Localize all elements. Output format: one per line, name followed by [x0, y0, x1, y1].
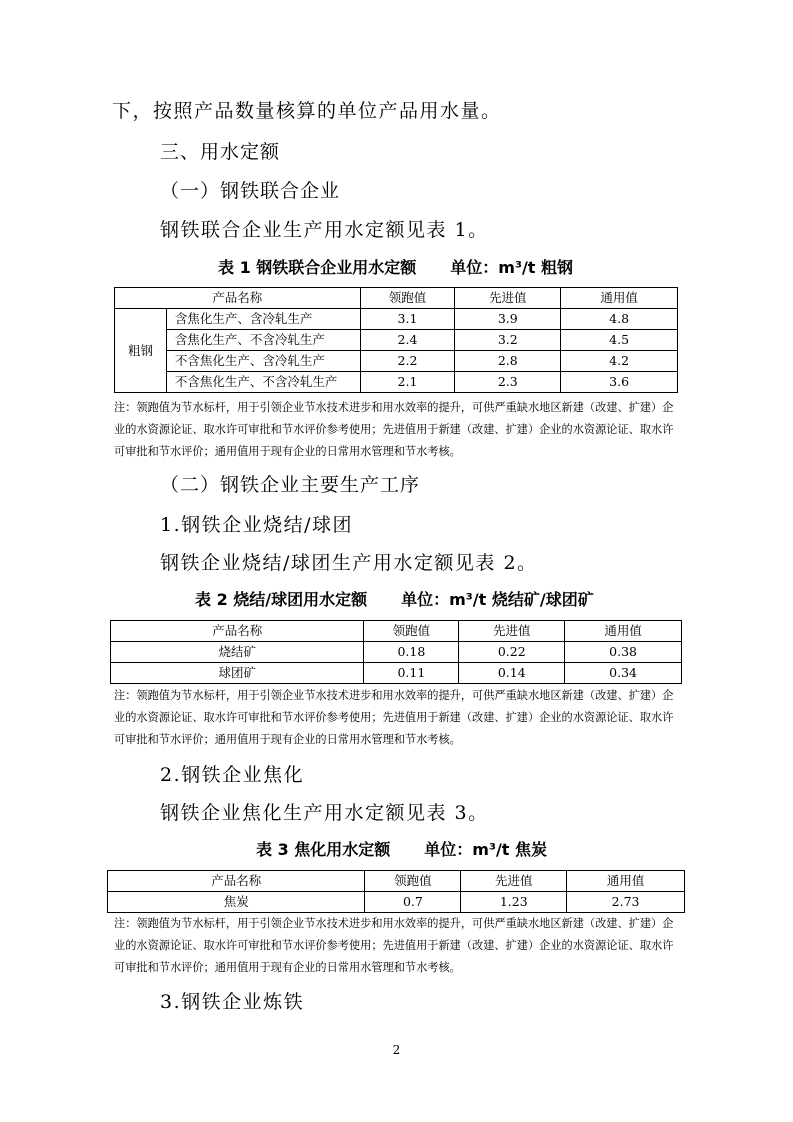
row-name: 球团矿 [111, 663, 364, 684]
row-lead-value: 2.4 [360, 330, 455, 351]
table-1 [114, 287, 678, 393]
row-lead-value: 0.7 [365, 892, 461, 913]
table-2-caption-unit: 单位：m³/t 烧结矿/球团矿 [401, 590, 594, 609]
row-lead-value: 3.1 [360, 309, 455, 330]
item-2-title: 2.钢铁企业焦化 [160, 764, 305, 786]
row-general-value: 0.34 [565, 663, 682, 684]
intro-line: 下，按照产品数量核算的单位产品用水量。 [112, 100, 502, 122]
table-1-caption [218, 255, 573, 278]
row-advanced-value: 3.2 [455, 330, 561, 351]
table-row [115, 309, 678, 330]
table-2-note: 注：领跑值为节水标杆，用于引领企业节水技术进步和用水效率的提升，可供严重缺水地区新建（改建、扩建）企业的水资源论证、取水许可审批和节水评价参考使用；先进值用于新建（改建、扩建）企业的水资源论证、取水许可审批和节水评价；通用值用于现有企业的日常用水管理和节水考核。 [114, 689, 674, 746]
row-general-value: 2.73 [567, 892, 685, 913]
row-general-value: 3.6 [561, 372, 678, 393]
header-product-name: 产品名称 [115, 288, 361, 309]
table-row [111, 663, 682, 684]
row-advanced-value: 0.22 [459, 642, 565, 663]
table-1-caption-unit: 单位：m³/t 粗钢 [450, 258, 574, 277]
row-advanced-value: 2.8 [455, 351, 561, 372]
row-advanced-value: 3.9 [455, 309, 561, 330]
table-header-row [115, 288, 678, 309]
table-row [108, 892, 685, 913]
subsection-1-title: （一）钢铁联合企业 [160, 180, 341, 202]
table-row [115, 351, 678, 372]
row-name: 不含焦化生产、含冷轧生产 [166, 351, 360, 372]
table-2 [110, 620, 682, 684]
table-3-note: 注：领跑值为节水标杆，用于引领企业节水技术进步和用水效率的提升，可供严重缺水地区新建（改建、扩建）企业的水资源论证、取水许可审批和节水评价参考使用；先进值用于新建（改建、扩建）企业的水资源论证、取水许可审批和节水评价；通用值用于现有企业的日常用水管理和节水考核。 [114, 917, 674, 974]
table-3 [107, 870, 685, 913]
row-general-value: 4.5 [561, 330, 678, 351]
header-advanced-value: 先进值 [459, 621, 565, 642]
header-lead-value: 领跑值 [365, 871, 461, 892]
row-name: 含焦化生产、不含冷轧生产 [166, 330, 360, 351]
item-2-text: 钢铁企业焦化生产用水定额见表 3。 [160, 802, 489, 824]
group-label-crude-steel: 粗钢 [115, 309, 167, 393]
table-row [115, 372, 678, 393]
table-3-caption-unit: 单位：m³/t 焦炭 [424, 840, 548, 859]
row-advanced-value: 1.23 [461, 892, 567, 913]
table-row [115, 330, 678, 351]
item-1-title: 1.钢铁企业烧结/球团 [160, 514, 354, 536]
row-name: 不含焦化生产、不含冷轧生产 [166, 372, 360, 393]
row-general-value: 0.38 [565, 642, 682, 663]
table-1-caption-title: 表 1 钢铁联合企业用水定额 [218, 258, 417, 277]
row-general-value: 4.8 [561, 309, 678, 330]
header-product-name: 产品名称 [111, 621, 364, 642]
table-2-caption [195, 587, 594, 610]
item-3-title: 3.钢铁企业炼铁 [160, 991, 305, 1013]
section-3-title: 三、用水定额 [160, 141, 281, 163]
table-header-row [111, 621, 682, 642]
row-advanced-value: 2.3 [455, 372, 561, 393]
table-2-caption-title: 表 2 烧结/球团用水定额 [195, 590, 368, 609]
header-lead-value: 领跑值 [364, 621, 459, 642]
row-lead-value: 0.18 [364, 642, 459, 663]
page-number: 2 [392, 1043, 401, 1057]
row-general-value: 4.2 [561, 351, 678, 372]
subsection-1-text: 钢铁联合企业生产用水定额见表 1。 [160, 219, 489, 241]
table-3-caption [256, 837, 547, 860]
row-name: 含焦化生产、含冷轧生产 [166, 309, 360, 330]
table-1-note: 注：领跑值为节水标杆，用于引领企业节水技术进步和用水效率的提升，可供严重缺水地区新建（改建、扩建）企业的水资源论证、取水许可审批和节水评价参考使用；先进值用于新建（改建、扩建）企业的水资源论证、取水许可审批和节水评价；通用值用于现有企业的日常用水管理和节水考核。 [114, 401, 674, 458]
header-general-value: 通用值 [567, 871, 685, 892]
row-name: 焦炭 [108, 892, 365, 913]
header-product-name: 产品名称 [108, 871, 365, 892]
item-1-text: 钢铁企业烧结/球团生产用水定额见表 2。 [160, 552, 538, 574]
header-general-value: 通用值 [565, 621, 682, 642]
header-advanced-value: 先进值 [461, 871, 567, 892]
table-header-row [108, 871, 685, 892]
row-lead-value: 2.1 [360, 372, 455, 393]
row-advanced-value: 0.14 [459, 663, 565, 684]
header-advanced-value: 先进值 [455, 288, 561, 309]
header-general-value: 通用值 [561, 288, 678, 309]
table-3-caption-title: 表 3 焦化用水定额 [256, 840, 391, 859]
subsection-2-title: （二）钢铁企业主要生产工序 [160, 474, 421, 496]
row-name: 烧结矿 [111, 642, 364, 663]
row-lead-value: 0.11 [364, 663, 459, 684]
header-lead-value: 领跑值 [360, 288, 455, 309]
row-lead-value: 2.2 [360, 351, 455, 372]
table-row [111, 642, 682, 663]
